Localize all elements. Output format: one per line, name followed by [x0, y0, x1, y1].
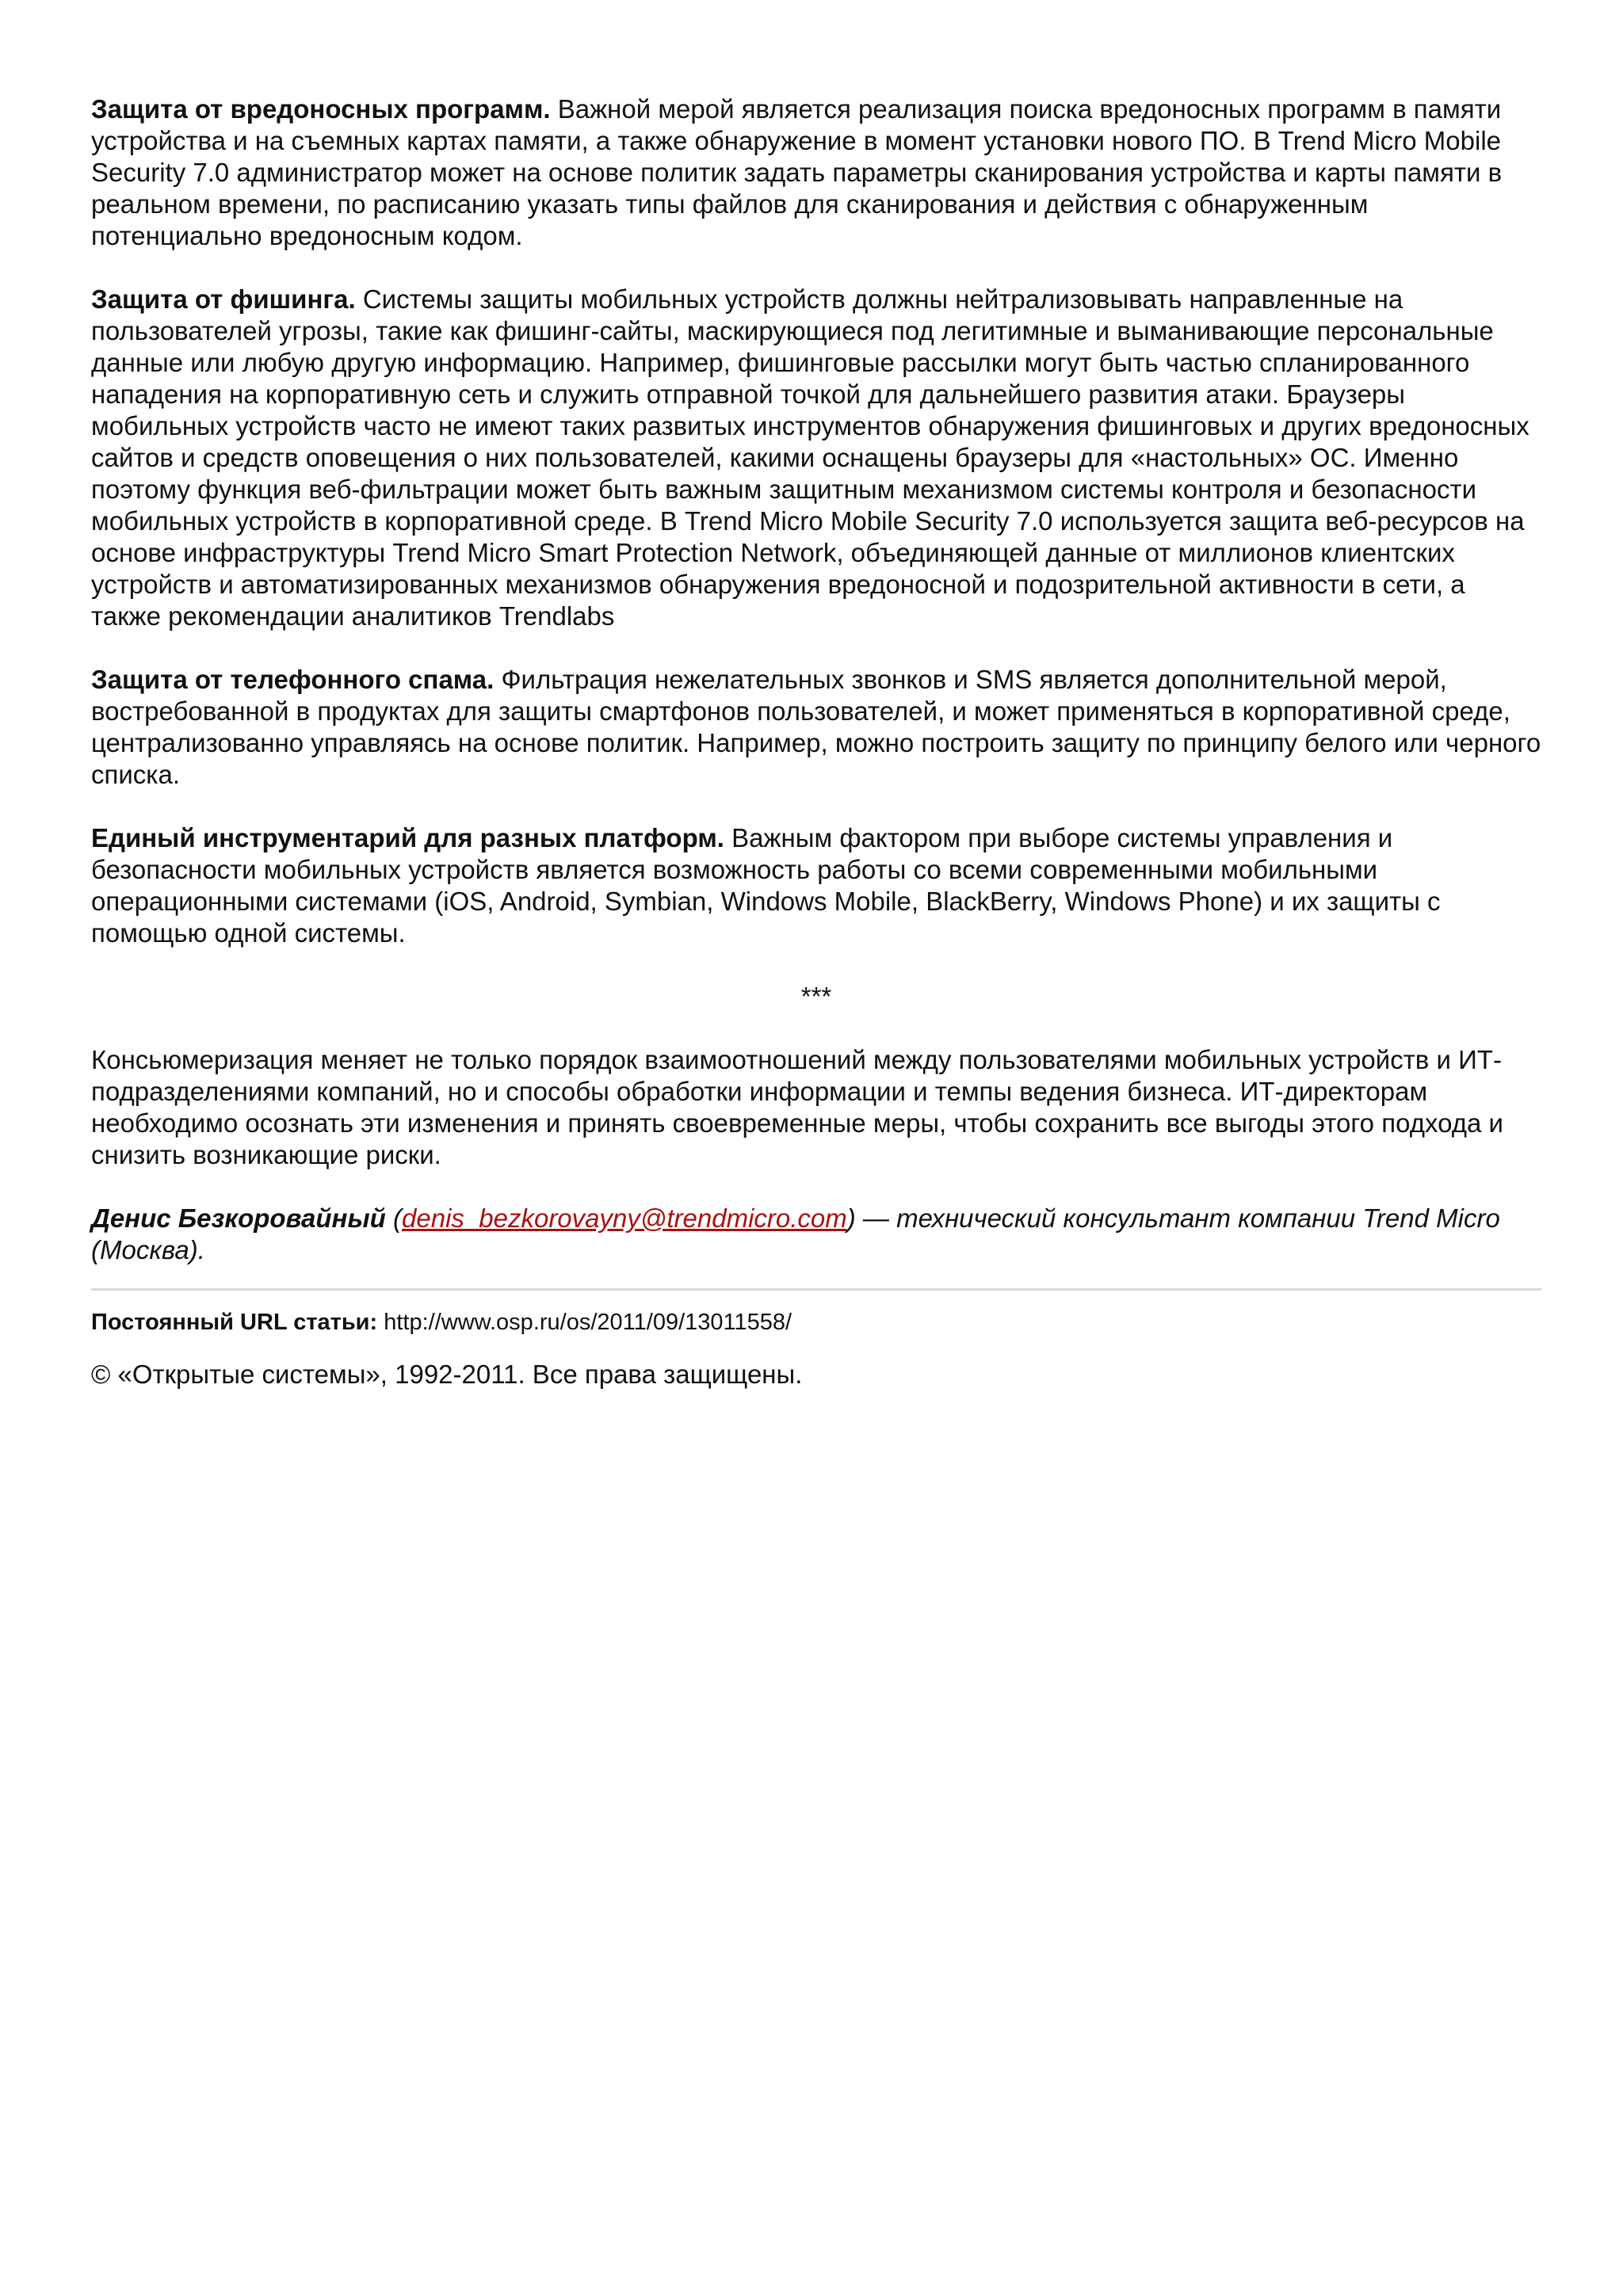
section-text: Системы защиты мобильных устройств должны нейтрализовывать направленные на пользователей угрозы, такие как фишинг-сайты, маскирующиеся под легитимные и выманивающие персональные данные или любую другую информацию. Например, фишинговые рассылки могут быть частью спланированного нападения на корпоративную сеть и служить отправной точкой для дальнейшего развития атаки. Браузеры мобильных устройств часто не имеют таких развитых инструментов обнаружения фишинговых и других вредоносных сайтов и средств оповещения о них пользователей, какими оснащены браузеры для «настольных» ОС. Именно поэтому функция веб-фильтрации может быть важным защитным механизмом системы контроля и безопасности мобильных устройств в корпоративной среде. В Trend Micro Mobile Security 7.0 используется защита веб-ресурсов на основе инфраструктуры Trend Micro Smart Protection Network, объединяющей данные от миллионов клиентских устройств и автоматизированных механизмов обнаружения вредоносной и подозрительной активности в сети, а также рекомендации аналитиков Trendlabs: [91, 284, 1529, 631]
author-email-link[interactable]: denis_bezkorovayny@trendmicro.com: [402, 1203, 847, 1233]
section-cross-platform-tools: [91, 822, 1541, 949]
conclusion-paragraph: Консьюмеризация меняет не только порядок взаимоотношений между пользователями мобильных устройств и ИТ-подразделениями компаний, но и способы обработки информации и темпы ведения бизнеса. ИТ-директорам необходимо осознать эти изменения и принять своевременные меры, чтобы сохранить все выгоды этого подхода и снизить возникающие риски.: [91, 1045, 1503, 1169]
section-phishing-protection: [91, 284, 1541, 632]
section-separator: ***: [800, 982, 832, 1011]
section-heading: Защита от телефонного спама.: [91, 665, 495, 694]
author-name: Денис Безкоровайный: [91, 1203, 386, 1233]
article-page: [91, 93, 1541, 1390]
section-heading: Единый инструментарий для разных платформ.: [91, 823, 724, 852]
section-text: Важным фактором при выборе системы управления и безопасности мобильных устройств является возможность работы со всеми современными мобильными операционными системами (iOS, Android, Symbian, Windows Mobile, BlackBerry, Windows Phone) и их защиты с помощью одной системы.: [91, 823, 1441, 948]
section-heading: Защита от вредоносных программ.: [91, 94, 551, 124]
section-malware-protection: [91, 93, 1541, 252]
author-byline: [91, 1203, 1541, 1266]
permanent-url-label: Постоянный URL статьи:: [91, 1310, 378, 1335]
section-heading: Защита от фишинга.: [91, 284, 356, 314]
copyright-notice: © «Открытые системы», 1992-2011. Все права защищены.: [91, 1360, 803, 1389]
permanent-url-value: http://www.osp.ru/os/2011/09/13011558/: [377, 1310, 792, 1335]
permanent-url-line: [91, 1306, 1541, 1338]
author-description: ) — технический консультант компании Trend Micro (Москва).: [91, 1203, 1500, 1264]
footer-divider: [91, 1288, 1541, 1291]
author-open-paren: (: [385, 1203, 403, 1233]
section-text: Важной мерой является реализация поиска вредоносных программ в памяти устройства и на съемных картах памяти, а также обнаружение в момент установки нового ПО. В Trend Micro Mobile Security 7.0 администратор может на основе политик задать параметры сканирования устройства и карты памяти в реальном времени, по расписанию указать типы файлов для сканирования и действия с обнаруженным потенциально вредоносным кодом.: [91, 94, 1503, 250]
section-phone-spam-protection: [91, 664, 1541, 791]
section-text: Фильтрация нежелательных звонков и SMS является дополнительной мерой, востребованной в продуктах для защиты смартфонов пользователей, и может применяться в корпоративной среде, централизованно управляясь на основе политик. Например, можно построить защиту по принципу белого или черного списка.: [91, 665, 1541, 789]
